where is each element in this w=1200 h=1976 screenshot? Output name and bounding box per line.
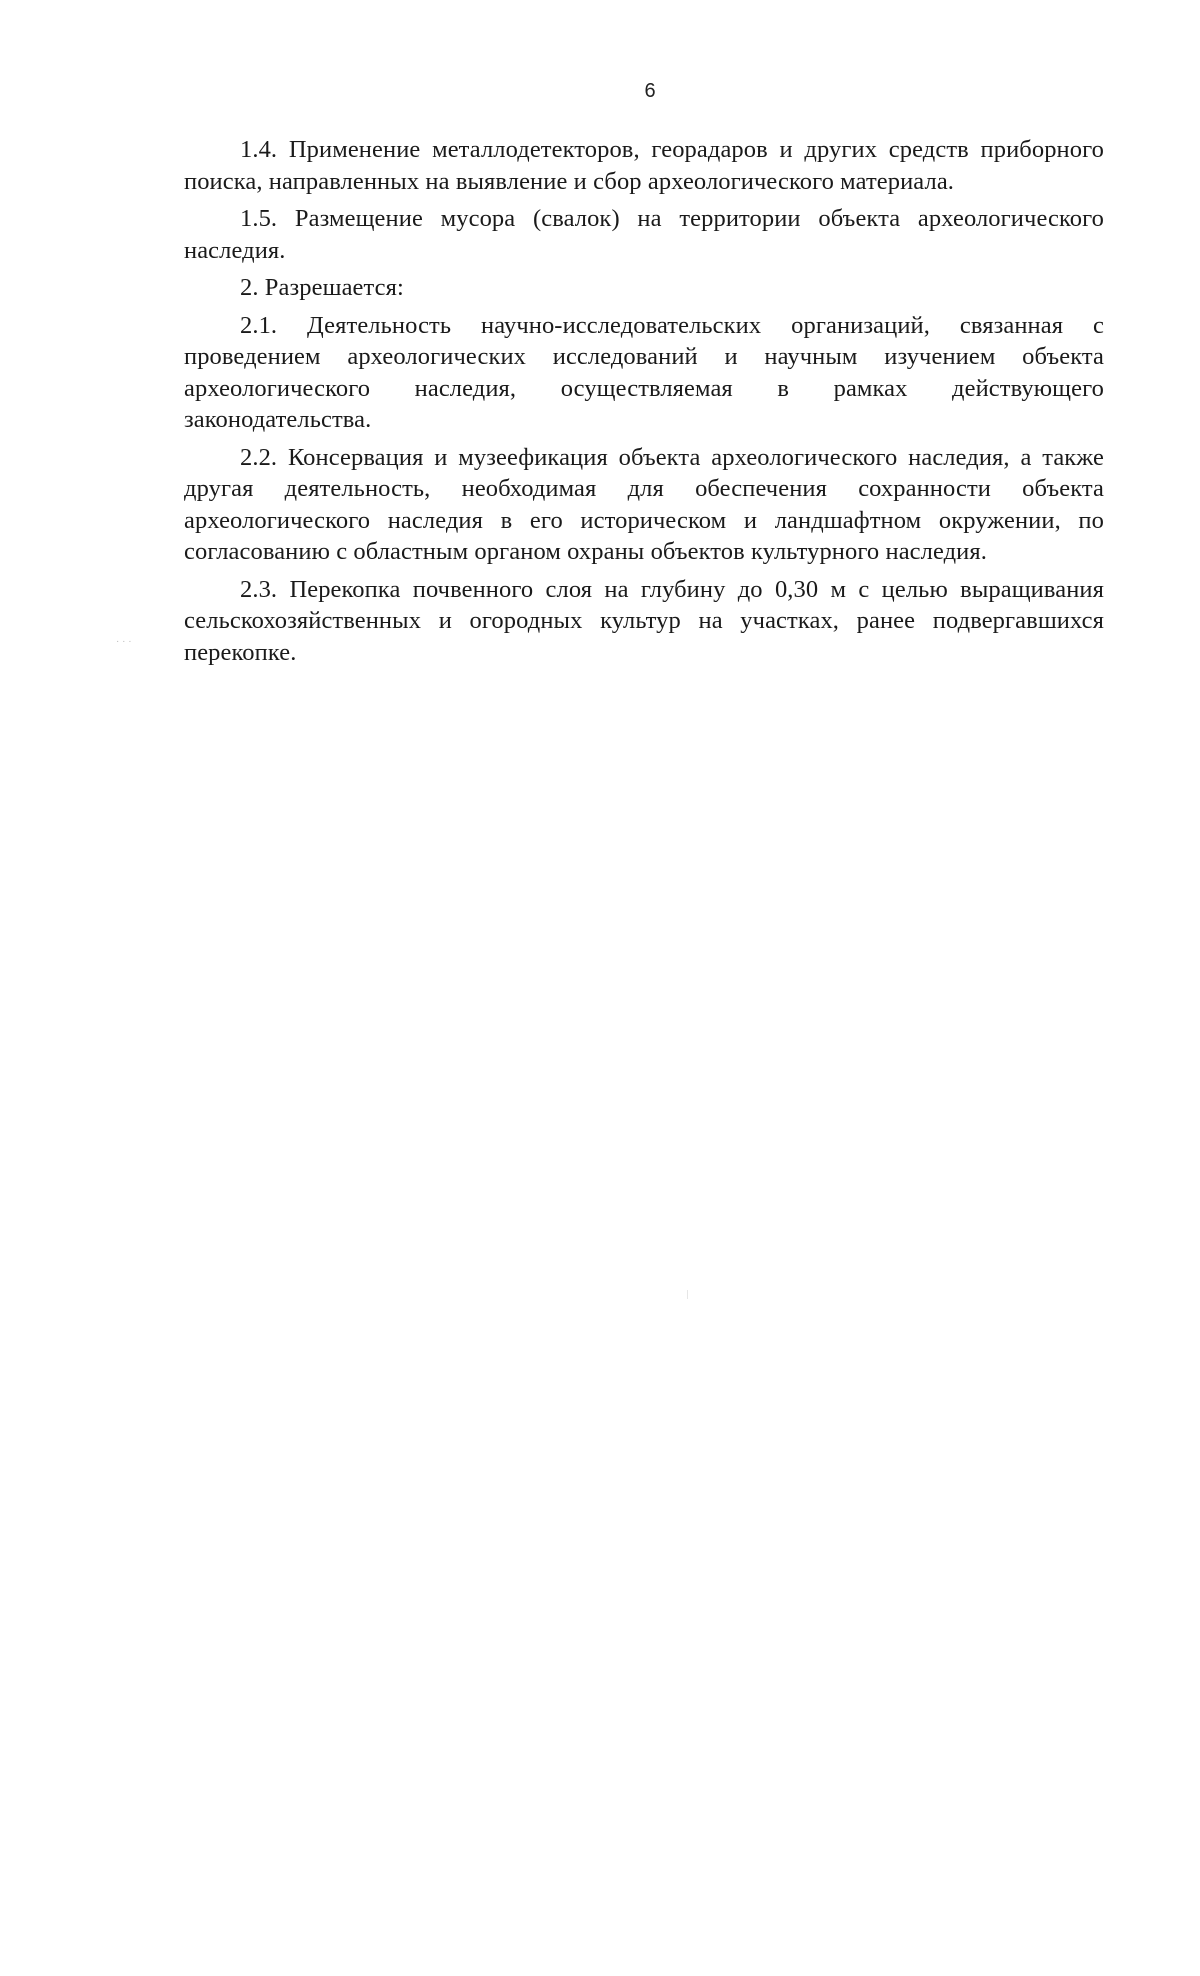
page-number: 6 [644,80,656,102]
paragraph-2-2: 2.2. Консервация и музеефикация объекта археологического наследия, а также другая деятельность, необходимая для обеспечения сохранности объекта археологического наследия в его историческом и ландшафтном окружении, по согласованию с областным органом охраны объектов культурного наследия. [184,443,1104,565]
paragraph-2-3: 2.3. Перекопка почвенного слоя на глубину до 0,30 м с целью выращивания сельскохозяйственных и огородных культур на участках, ранее подвергавшихся перекопке. [184,575,1104,666]
document-body [184,134,1104,674]
paragraph-1-5: 1.5. Размещение мусора (свалок) на территории объекта археологического наследия. [184,205,1104,264]
paragraph-1-4: 1.4. Применение металлодетекторов, георадаров и других средств приборного поиска, направленных на выявление и сбор археологического материала. [184,136,1104,195]
paragraph-2: 2. Разрешается: [240,274,404,301]
paragraph-2-1: 2.1. Деятельность научно-исследовательских организаций, связанная с проведением археологических исследований и научным изучением объекта археологического наследия, осуществляемая в рамках действующего законодательства. [184,311,1104,433]
margin-mark: · · · [116,636,132,647]
scan-speck [687,1290,688,1299]
